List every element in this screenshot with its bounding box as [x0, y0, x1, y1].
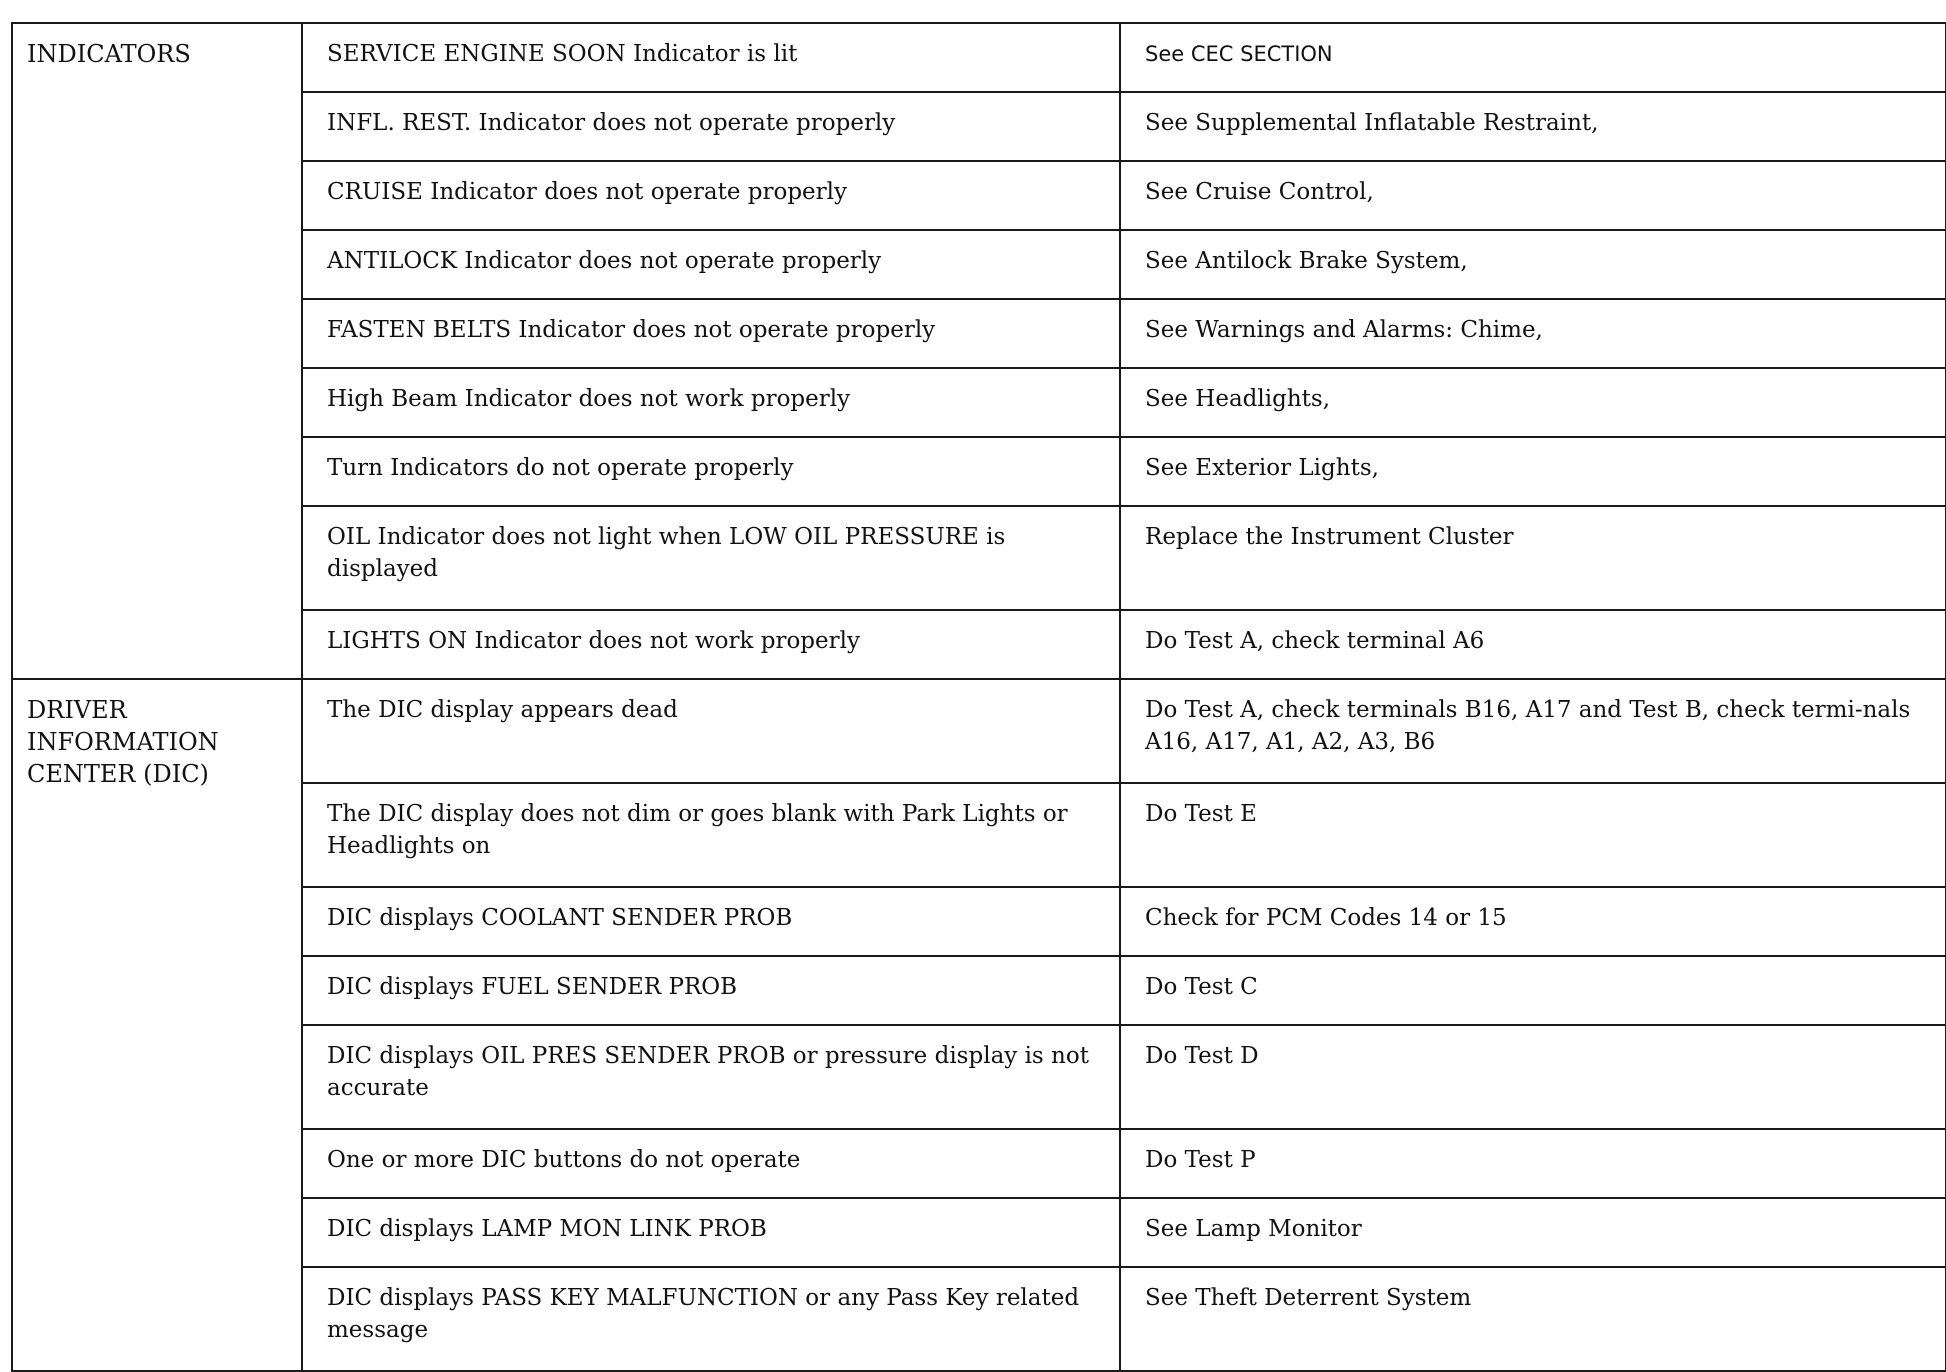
diagnosis-page — [11, 22, 1945, 1372]
action-cell: Do Test A, check terminal A6 — [1120, 610, 1946, 679]
condition-cell: DIC displays COOLANT SENDER PROB — [302, 887, 1120, 956]
table-row — [12, 506, 1946, 610]
table-row — [12, 437, 1946, 506]
condition-cell: DIC displays PASS KEY MALFUNCTION or any Pass Key related message — [302, 1267, 1120, 1371]
condition-cell: Turn Indicators do not operate properly — [302, 437, 1120, 506]
condition-cell: The DIC display appears dead — [302, 679, 1120, 783]
action-cell: See Supplemental Inflatable Restraint, — [1120, 92, 1946, 161]
section-label-dic: DRIVER INFORMATION CENTER (DIC) — [12, 679, 302, 1371]
action-cell: Do Test C — [1120, 956, 1946, 1025]
table-row — [12, 92, 1946, 161]
diagnosis-table — [11, 22, 1946, 1372]
action-cell: See Antilock Brake System, — [1120, 230, 1946, 299]
condition-cell: SERVICE ENGINE SOON Indicator is lit — [302, 23, 1120, 92]
action-cell: See Warnings and Alarms: Chime, — [1120, 299, 1946, 368]
table-row — [12, 887, 1946, 956]
table-row — [12, 299, 1946, 368]
condition-cell: INFL. REST. Indicator does not operate properly — [302, 92, 1120, 161]
condition-cell: High Beam Indicator does not work properly — [302, 368, 1120, 437]
condition-cell: FASTEN BELTS Indicator does not operate properly — [302, 299, 1120, 368]
action-cell: Do Test P — [1120, 1129, 1946, 1198]
condition-cell: One or more DIC buttons do not operate — [302, 1129, 1120, 1198]
table-row — [12, 1129, 1946, 1198]
table-row — [12, 161, 1946, 230]
section-label-indicators: INDICATORS — [12, 23, 302, 679]
action-cell: Do Test A, check terminals B16, A17 and Test B, check termi-nals A16, A17, A1, A2, A3, B6 — [1120, 679, 1946, 783]
condition-cell: CRUISE Indicator does not operate properly — [302, 161, 1120, 230]
table-row — [12, 1198, 1946, 1267]
condition-cell: DIC displays LAMP MON LINK PROB — [302, 1198, 1120, 1267]
action-cell: Do Test D — [1120, 1025, 1946, 1129]
table-row — [12, 783, 1946, 887]
action-cell: See CEC SECTION — [1120, 23, 1946, 92]
action-cell: Check for PCM Codes 14 or 15 — [1120, 887, 1946, 956]
action-cell: See Exterior Lights, — [1120, 437, 1946, 506]
action-cell: See Lamp Monitor — [1120, 1198, 1946, 1267]
table-row — [12, 23, 1946, 92]
condition-cell: DIC displays FUEL SENDER PROB — [302, 956, 1120, 1025]
table-row — [12, 1267, 1946, 1371]
action-cell: Do Test E — [1120, 783, 1946, 887]
condition-cell: The DIC display does not dim or goes blank with Park Lights or Headlights on — [302, 783, 1120, 887]
action-cell: See Cruise Control, — [1120, 161, 1946, 230]
action-cell: See Theft Deterrent System — [1120, 1267, 1946, 1371]
table-row — [12, 610, 1946, 679]
action-cell: See Headlights, — [1120, 368, 1946, 437]
condition-cell: DIC displays OIL PRES SENDER PROB or pressure display is not accurate — [302, 1025, 1120, 1129]
table-row — [12, 679, 1946, 783]
action-cell: Replace the Instrument Cluster — [1120, 506, 1946, 610]
condition-cell: OIL Indicator does not light when LOW OIL PRESSURE is displayed — [302, 506, 1120, 610]
table-row — [12, 368, 1946, 437]
condition-cell: LIGHTS ON Indicator does not work properly — [302, 610, 1120, 679]
table-row — [12, 956, 1946, 1025]
condition-cell: ANTILOCK Indicator does not operate properly — [302, 230, 1120, 299]
table-row — [12, 230, 1946, 299]
table-row — [12, 1025, 1946, 1129]
